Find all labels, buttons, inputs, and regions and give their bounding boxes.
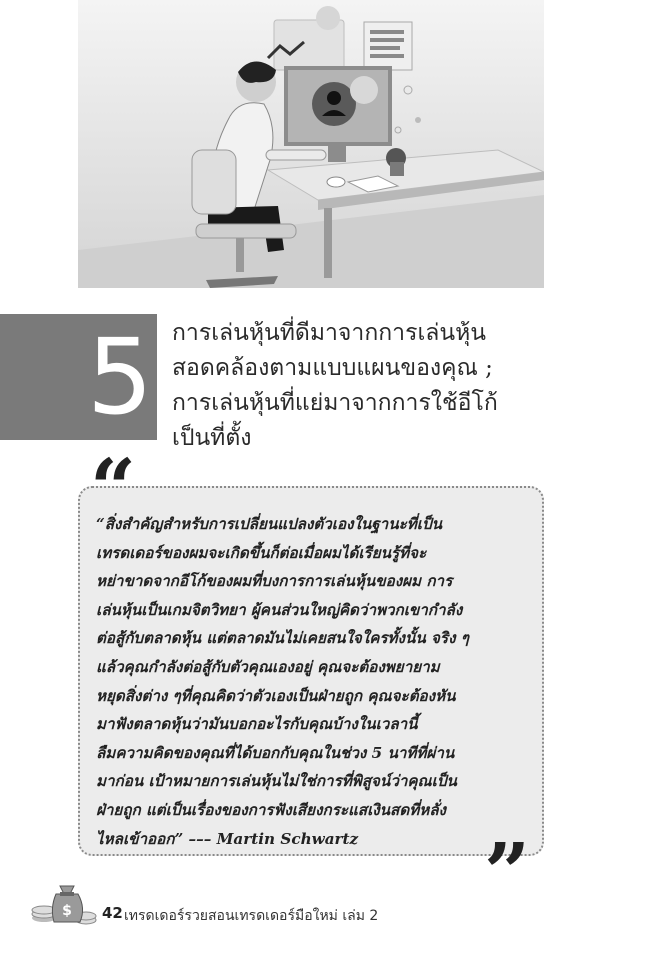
quote-line-end: ไหลเข้าออก”	[96, 829, 184, 848]
quote-line: เทรดเดอร์ของผมจะเกิดขึ้นก็ต่อเมื่อผมได้เรียนรู้ที่จะ	[96, 543, 427, 562]
quote-line: ฝ่ายถูก แต่เป็นเรื่องของการฟังเสียงกระแสเงินสดที่หลั่ง	[96, 800, 446, 819]
quote-line: ต่อสู้กับตลาดหุ้น แต่ตลาดมันไม่เคยสนใจใครทั้งนั้น จริง ๆ	[96, 629, 469, 648]
quote-line: มาฟังตลาดหุ้นว่ามันบอกอะไรกับคุณบ้างในเวลานี้	[96, 715, 418, 734]
quote-line: แล้วคุณกำลังต่อสู้กับตัวคุณเองอยู่ คุณจะต้องพยายาม	[96, 657, 440, 676]
money-bag-icon	[30, 872, 100, 930]
chapter-title-line: สอดคล้องตามแบบแผนของคุณ ;	[172, 355, 493, 381]
chapter-title-line: การเล่นหุ้นที่แย่มาจากการใช้อีโก้	[172, 390, 498, 416]
book-title: เทรดเดอร์รวยสอนเทรดเดอร์มือใหม่ เล่ม 2	[124, 908, 379, 924]
svg-text:$: $	[62, 903, 72, 919]
quote-line: เล่นหุ้นเป็นเกมจิตวิทยา ผู้คนส่วนใหญ่คิดว่าพวกเขากำลัง	[96, 600, 463, 619]
chapter-title-line: การเล่นหุ้นที่ดีมาจากการเล่นหุ้น	[172, 320, 487, 346]
quote-line: ลืมความคิดของคุณที่ได้บอกกับคุณในช่วง 5 นาทีที่ผ่าน	[96, 743, 455, 762]
quote-last-line	[96, 825, 542, 854]
close-quote-mark: ”	[484, 825, 531, 919]
page-footer	[30, 872, 430, 932]
quote-attribution: ––– Martin Schwartz	[188, 829, 359, 848]
chapter-title-line: เป็นที่ตั้ง	[172, 425, 252, 451]
quote-line: มาก่อน เป้าหมายการเล่นหุ้นไม่ใช่การที่พิสูจน์ว่าคุณเป็น	[96, 772, 457, 791]
chapter-title	[172, 316, 632, 456]
trader-at-computer-illustration	[78, 0, 544, 288]
quote-line: หยุดสิ่งต่าง ๆที่คุณคิดว่าตัวเองเป็นฝ่ายถูก คุณจะต้องหัน	[96, 686, 456, 705]
chapter-number: 5	[86, 316, 154, 438]
quote-line: หย่าขาดจากอีโก้ของผมที่บงการการเล่นหุ้นของผม การ	[96, 572, 453, 591]
quote-line: “สิ่งสำคัญสำหรับการเปลี่ยนแปลงตัวเองในฐานะที่เป็น	[96, 515, 442, 533]
page-number: 42	[102, 904, 123, 922]
open-quote-mark: “	[90, 441, 137, 535]
quote-text	[96, 510, 542, 853]
